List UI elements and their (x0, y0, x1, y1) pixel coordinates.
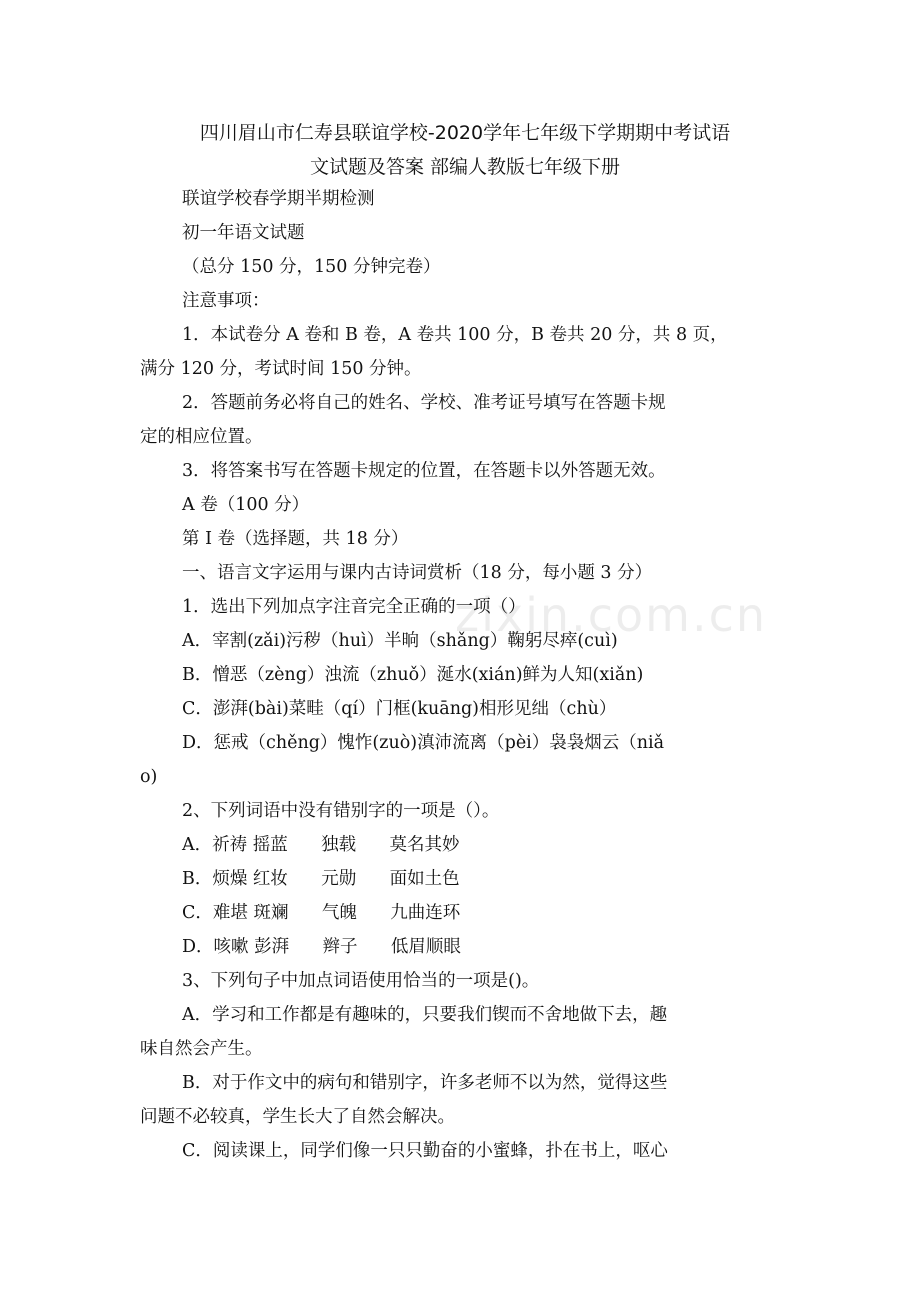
section-a-heading: A 卷（100 分） (182, 495, 310, 515)
question-2-option-a: A．祈祷 摇蓝 独载 莫名其妙 (182, 835, 460, 855)
question-2-option-c: C．难堪 斑斓 气魄 九曲连环 (182, 903, 461, 923)
score-time-note: （总分 150 分，150 分钟完卷） (182, 257, 441, 277)
document-title-line-1: 四川眉山市仁寿县联谊学校-2020学年七年级下学期期中考试语 (199, 122, 731, 144)
part-1-heading: 第 I 卷（选择题，共 18 分） (182, 529, 409, 549)
question-3-option-b-cont: 问题不必较真，学生长大了自然会解决。 (140, 1107, 455, 1127)
question-3-option-a: A．学习和工作都是有趣味的，只要我们锲而不舍地做下去，趣 (182, 1005, 668, 1025)
notice-item-3: 3．将答案书写在答题卡规定的位置，在答题卡以外答题无效。 (182, 461, 666, 481)
question-1: 1．选出下列加点字注音完全正确的一项（） (182, 597, 526, 617)
notice-item-2: 2．答题前务必将自己的姓名、学校、准考证号填写在答题卡规 (182, 393, 666, 413)
question-2: 2、下列词语中没有错别字的一项是（）。 (182, 801, 500, 821)
question-group-heading: 一、语言文字运用与课内古诗词赏析（18 分，每小题 3 分） (182, 563, 653, 583)
question-3: 3、下列句子中加点词语使用恰当的一项是()。 (182, 971, 540, 991)
question-3-option-a-cont: 味自然会产生。 (140, 1039, 263, 1059)
school-exam-heading: 联谊学校春学期半期检测 (182, 189, 375, 209)
document-title-line-2: 文试题及答案 部编人教版七年级下册 (309, 156, 621, 178)
question-2-option-b: B．烦燥 红妆 元勋 面如土色 (182, 869, 460, 889)
notice-item-2-cont: 定的相应位置。 (140, 427, 263, 447)
question-1-option-a: A．宰割(zǎi)污秽（huì）半晌（shǎng）鞠躬尽瘁(cuì) (182, 631, 618, 651)
question-1-option-d-cont: o) (140, 767, 158, 787)
question-2-option-d: D．咳嗽 彭湃 辫子 低眉顺眼 (182, 937, 461, 957)
question-1-option-d: D．惩戒（chěng）愧怍(zuò)滇沛流离（pèi）袅袅烟云（niǎ (182, 733, 665, 753)
question-3-option-c: C．阅读课上，同学们像一只只勤奋的小蜜蜂，扑在书上，呕心 (182, 1141, 668, 1161)
watermark: zixin.com.cn (455, 588, 768, 642)
question-3-option-b: B．对于作文中的病句和错别字，许多老师不以为然，觉得这些 (182, 1073, 668, 1093)
exam-subject-heading: 初一年语文试题 (182, 223, 305, 243)
notice-item-1-cont: 满分 120 分，考试时间 150 分钟。 (140, 359, 422, 379)
notice-item-1: 1．本试卷分 A 卷和 B 卷，A 卷共 100 分，B 卷共 20 分，共 8 页， (182, 325, 728, 345)
question-1-option-c: C．澎湃(bài)菜畦（qí）门框(kuāng)相形见绌（chù） (182, 699, 617, 719)
notice-heading: 注意事项： (182, 291, 270, 311)
question-1-option-b: B．憎恶（zèng）浊流（zhuǒ）涎水(xián)鲜为人知(xiǎn) (182, 665, 644, 685)
